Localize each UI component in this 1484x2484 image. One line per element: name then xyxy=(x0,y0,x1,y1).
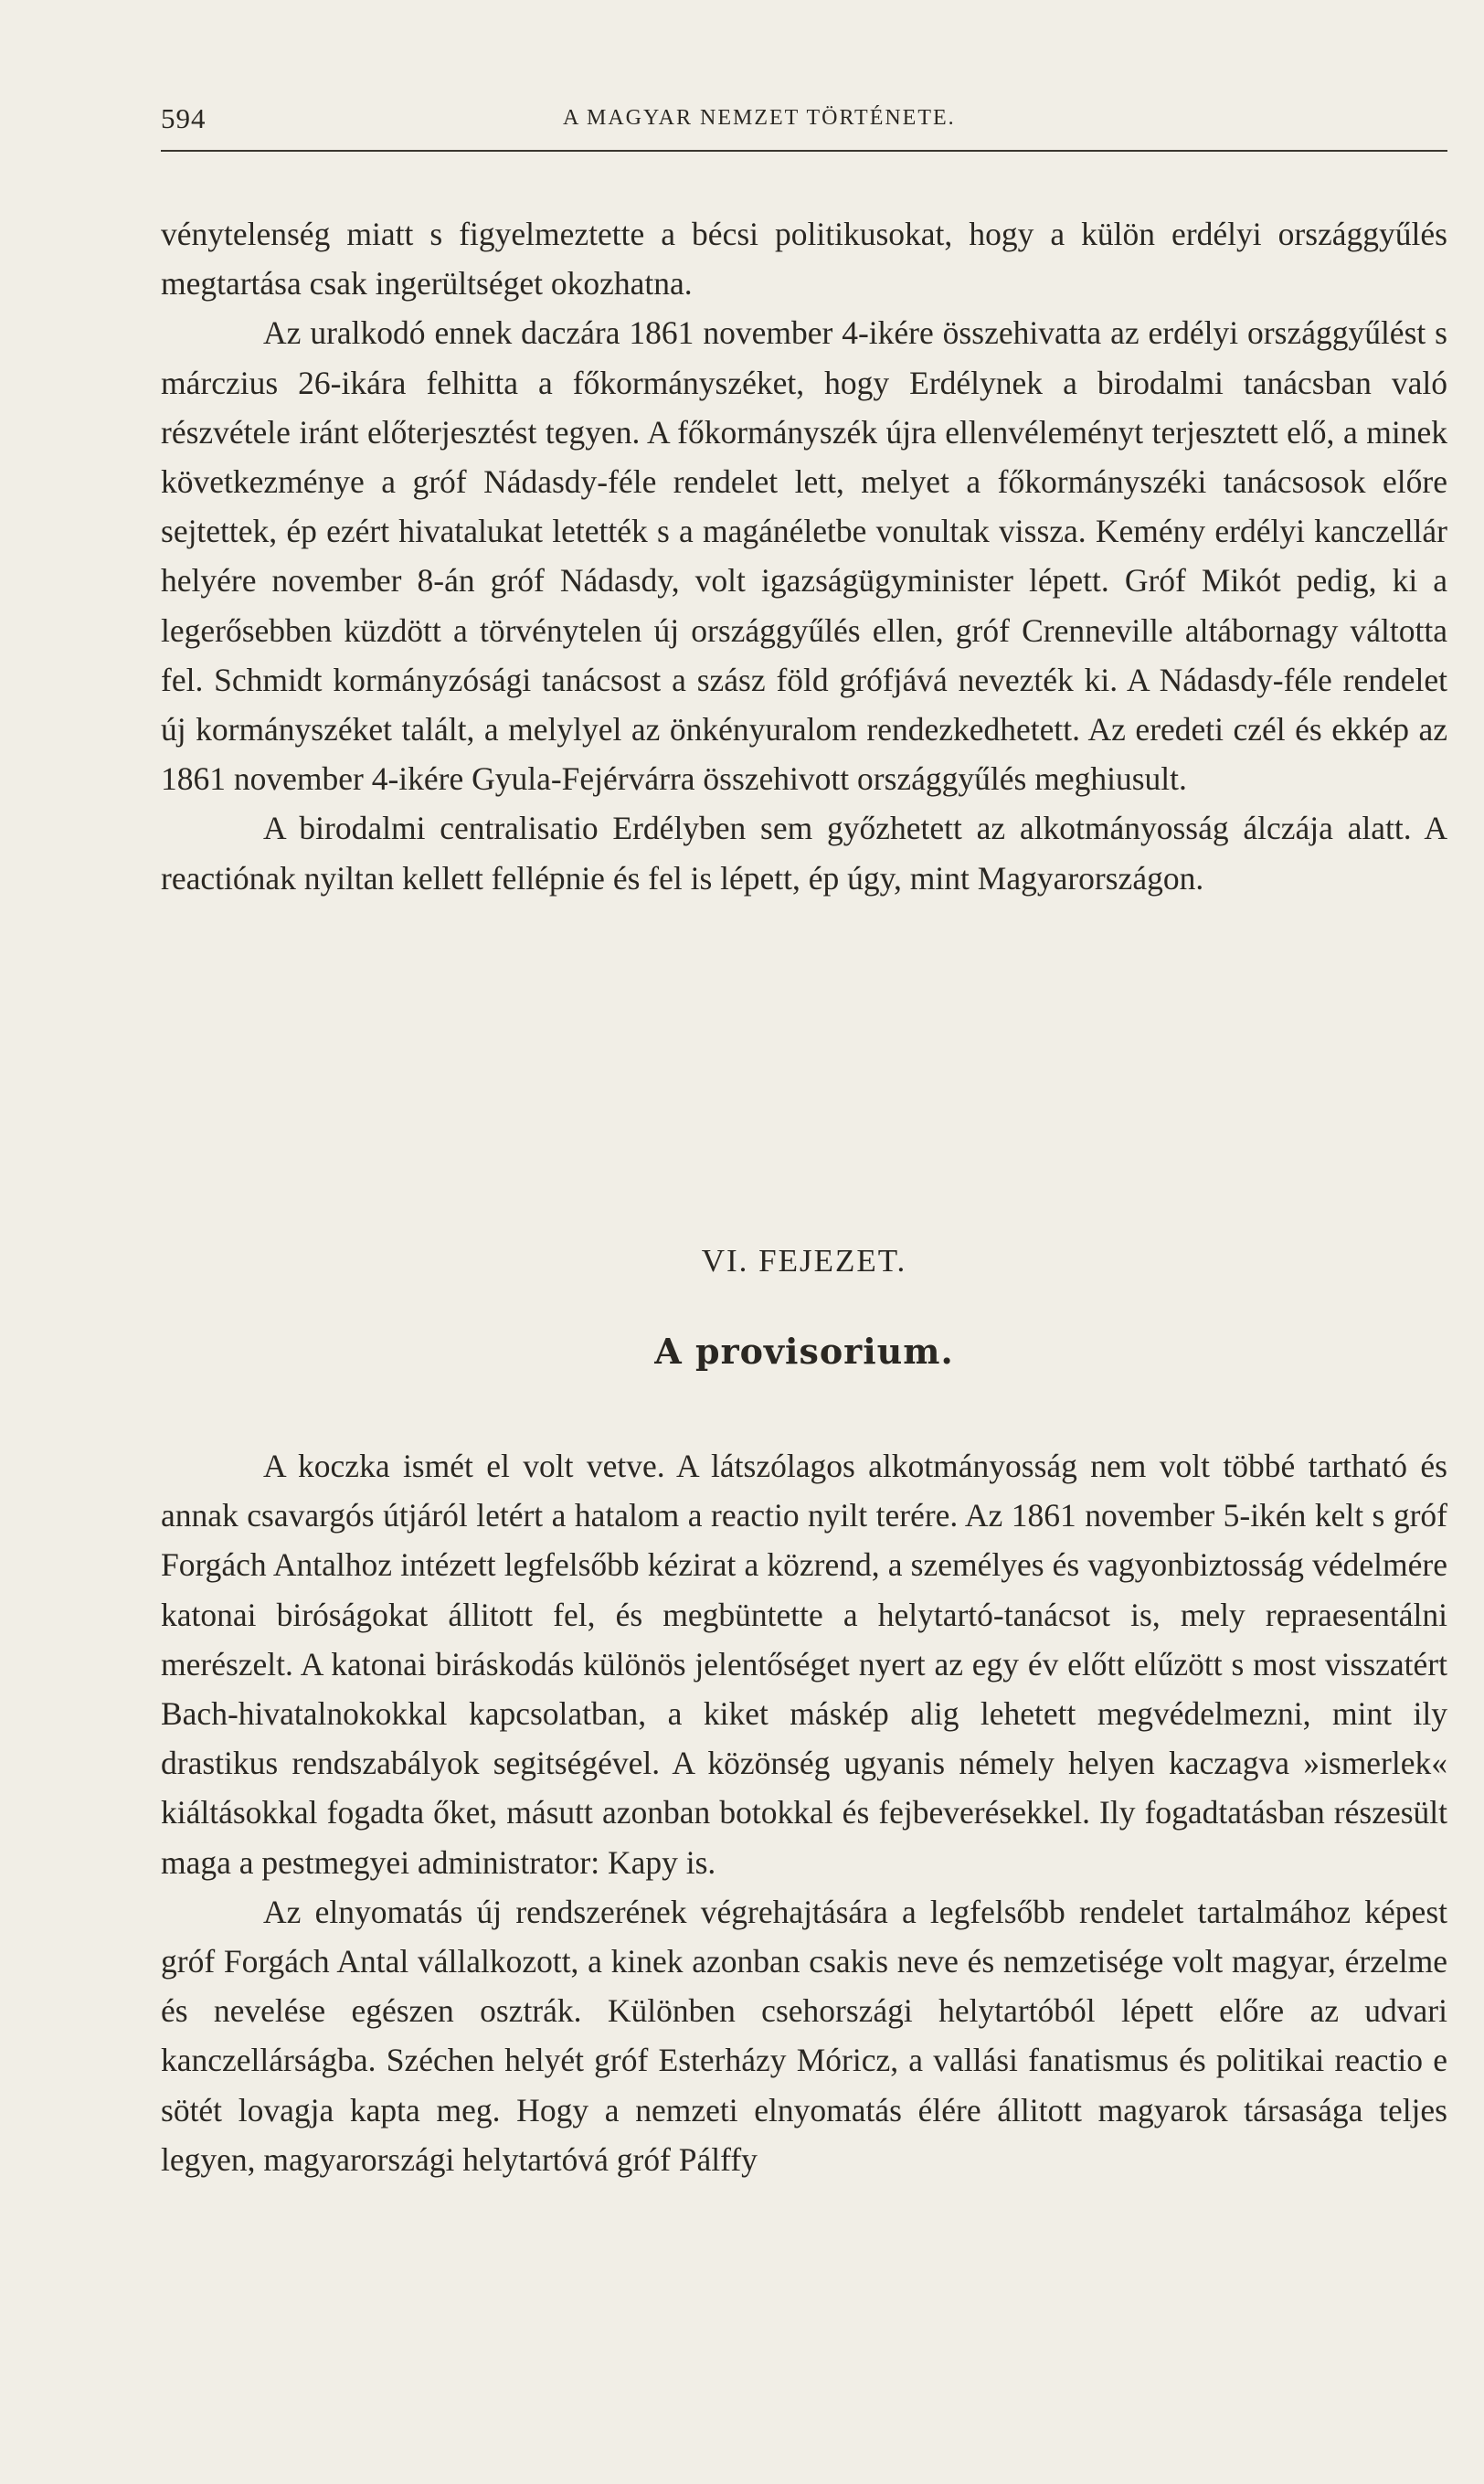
text-block-chapter xyxy=(161,1441,1447,2184)
text-block-top xyxy=(161,209,1447,903)
running-title: A MAGYAR NEMZET TÖRTÉNETE. xyxy=(563,106,956,130)
page-number: 594 xyxy=(161,102,207,134)
chapter-title: A provisorium. xyxy=(654,1331,954,1372)
chapter-number: VI. FEJEZET. xyxy=(701,1243,907,1279)
paragraph: vénytelenség miatt s figyelmeztette a bécsi politikusokat, hogy a külön erdélyi országgyűlés megtartása csak ingerültséget okozhatna. xyxy=(161,216,1447,303)
running-head xyxy=(161,102,1447,143)
paragraph: Az uralkodó ennek daczára 1861 november 4-ikére összehivatta az erdélyi országgyűlést s márczius 26-ikára felhitta a főkormányszéket, hogy Erdélynek a birodalmi tanácsban való részvétele iránt előterjesztést tegyen. A főkormányszék újra ellenvéleményt terjesztett elő, a minek következménye a gróf Nádasdy-féle rendelet lett, melyet a főkormányszéki tanácsosok előre sejtettek, ép ezért hivatalukat letették s a magánéletbe vonultak vissza. Kemény erdélyi kanczellár helyére november 8-án gróf Nádasdy, volt igazságügyminister lépett. Gróf Mikót pedig, ki a legerősebben küzdött a törvénytelen új országgyűlés ellen, gróf Crenneville altábornagy váltotta fel. Schmidt kormányzósági tanácsost a szász föld grófjává nevezték ki. A Nádasdy-féle rendelet új kormányszéket talált, a melylyel az önkényuralom rendezkedhetett. Az eredeti czél és ekkép az 1861 november 4-ikére Gyula-Fejérvárra összehivott országgyűlés meghiusult. xyxy=(161,314,1447,798)
paragraph: A koczka ismét el volt vetve. A látszólagos alkotmányosság nem volt többé tartható és annak csavargós útjáról letért a hatalom a reactio nyilt terére. Az 1861 november 5-ikén kelt s gróf Forgách Antalhoz intézett legfelsőbb kézirat a közrend, a személyes és vagyonbiztosság védelmére katonai biróságokat állitott fel, és megbüntette a helytartó-tanácsot is, mely repraesentálni merészelt. A katonai biráskodás különös jelentőséget nyert az egy év előtt elűzött s most visszatért Bach-hivatalnokokkal kapcsolatban, a kiket máskép alig lehetett megvédelmezni, mint ily drastikus rendszabályok segitségével. A közönség ugyanis némely helyen kaczagva »ismerlek« kiáltásokkal fogadta őket, másutt azonban botokkal és fejbeverésekkel. Ily fogadtatásban részesült maga a pestmegyei administrator: Kapy is. xyxy=(161,1448,1447,1881)
paragraph: Az elnyomatás új rendszerének végrehajtására a legfelsőbb rendelet tartalmához képest gróf Forgách Antal vállalkozott, a kinek azonban csakis neve és nemzetisége volt magyar, érzelme és nevelése egészen osztrák. Különben csehországi helytartóból lépett előre az udvari kanczellárságba. Széchen helyét gróf Esterházy Móricz, a vallási fanatismus és politikai reactio e sötét lovagja kapta meg. Hogy a nemzeti elnyomatás élére állitott magyarok társasága teljes legyen, magyarországi helytartóvá gróf Pálffy xyxy=(161,1893,1447,2178)
header-rule xyxy=(161,150,1447,152)
paragraph: A birodalmi centralisatio Erdélyben sem győzhetett az alkotmányosság álczája alatt. A reactiónak nyiltan kellett fellépnie és fel is lépett, ép úgy, mint Magyarországon. xyxy=(161,810,1447,897)
